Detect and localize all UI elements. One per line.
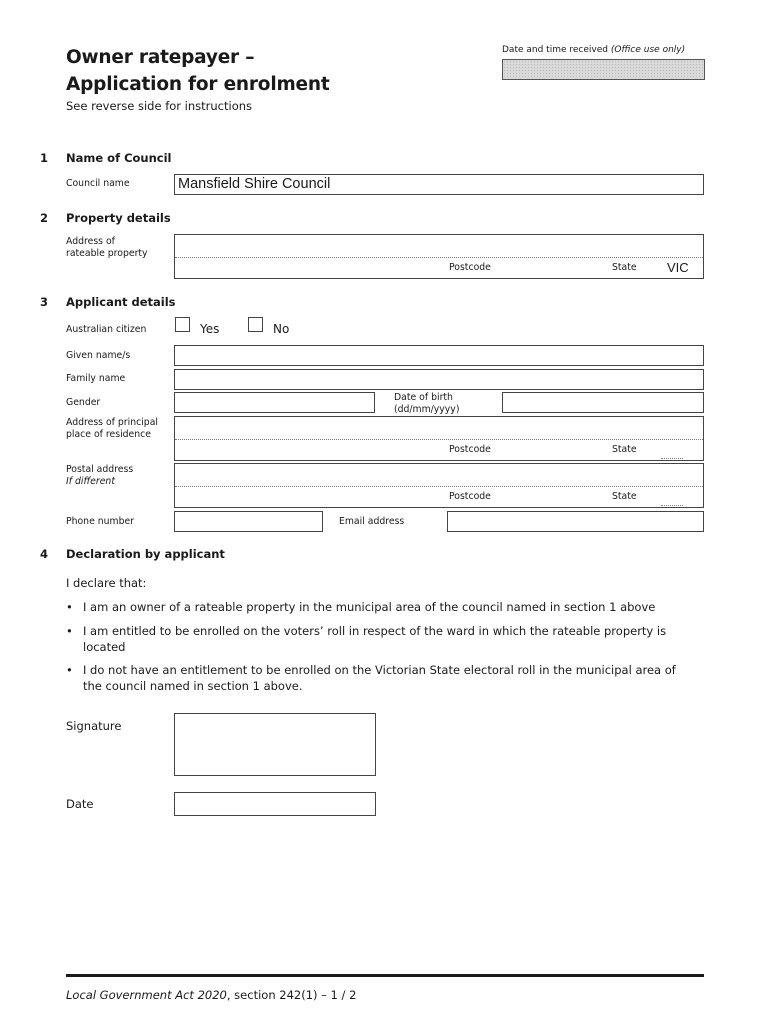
date-label: Date	[66, 797, 94, 811]
council-name-label: Council name	[66, 178, 130, 189]
citizen-yes-label: Yes	[200, 322, 220, 336]
footer-rule	[66, 974, 704, 977]
email-label: Email address	[339, 516, 405, 527]
section-title-council: Name of Council	[66, 151, 172, 165]
dob-label-line1: Date of birth	[394, 392, 453, 403]
residence-postcode-label: Postcode	[449, 444, 491, 455]
postal-state-label: State	[612, 491, 637, 502]
residence-address-label-line2: place of residence	[66, 429, 151, 440]
section-title-declaration: Declaration by applicant	[66, 547, 225, 561]
footer-citation	[66, 988, 356, 1002]
address-line-divider	[175, 257, 703, 258]
office-use-label-italic: (Office use only)	[610, 45, 686, 55]
signature-field[interactable]	[174, 713, 376, 776]
section-title-property: Property details	[66, 211, 171, 225]
postal-address-field[interactable]	[174, 463, 704, 508]
declaration-item: I am an owner of a rateable property in the municipal area of the council named in section 1 above	[83, 600, 656, 614]
section-number-4: 4	[40, 547, 49, 561]
property-state-label: State	[612, 262, 637, 273]
gender-field[interactable]	[174, 392, 375, 413]
postal-address-label-line2	[66, 476, 133, 488]
property-address-label	[66, 236, 148, 260]
date-field[interactable]	[174, 792, 376, 816]
section-number-2: 2	[40, 211, 49, 225]
section-number-1: 1	[40, 151, 49, 165]
residence-address-label	[66, 417, 158, 441]
residence-address-field[interactable]	[174, 416, 704, 461]
declaration-intro: I declare that:	[66, 576, 147, 590]
phone-label: Phone number	[66, 516, 135, 527]
office-use-field	[502, 59, 705, 80]
property-postcode-label: Postcode	[449, 262, 491, 273]
citizen-label: Australian citizen	[66, 324, 147, 335]
family-name-label: Family name	[66, 373, 126, 384]
gender-label: Gender	[66, 397, 101, 408]
office-use-label-text: Date and time received	[502, 45, 608, 55]
property-state-value: VIC	[667, 260, 689, 275]
council-name-field[interactable]	[174, 174, 704, 195]
citizen-no-checkbox[interactable]	[248, 317, 263, 332]
residence-state-mark	[661, 458, 683, 459]
citizen-yes-checkbox[interactable]	[175, 317, 190, 332]
declaration-item: I do not have an entitlement to be enrolled on the Victorian State electoral roll in the municipal area of the council named in section 1 above.	[83, 663, 676, 693]
residence-state-label: State	[612, 444, 637, 455]
bullet-marker: •	[66, 663, 73, 677]
bullet-marker: •	[66, 624, 73, 638]
property-address-label-line1: Address of	[66, 236, 115, 247]
postal-state-mark	[661, 505, 683, 506]
family-name-field[interactable]	[174, 369, 704, 390]
given-name-field[interactable]	[174, 345, 704, 366]
residence-address-label-line1: Address of principal	[66, 417, 158, 428]
footer-section-page: , section 242(1) – 1 / 2	[226, 988, 357, 1002]
address-line-divider	[175, 439, 703, 440]
postal-address-label-line1: Postal address	[66, 464, 134, 475]
title-line-1: Owner ratepayer –	[66, 47, 255, 68]
given-name-label: Given name/s	[66, 350, 131, 361]
title-line-2: Application for enrolment	[66, 74, 330, 95]
dob-label	[394, 392, 459, 416]
postal-address-label-italic: If different	[66, 476, 115, 487]
address-line-divider	[175, 486, 703, 487]
footer-act-name: Local Government Act 2020	[66, 988, 227, 1002]
instructions-note: See reverse side for instructions	[66, 99, 253, 113]
citizen-no-label: No	[273, 322, 290, 336]
signature-label: Signature	[66, 719, 122, 733]
office-use-label	[502, 45, 685, 55]
page-title	[66, 44, 330, 98]
dob-field[interactable]	[502, 392, 704, 413]
section-title-applicant: Applicant details	[66, 295, 176, 309]
section-number-3: 3	[40, 295, 49, 309]
postal-address-label	[66, 464, 133, 488]
declaration-item: I am entitled to be enrolled on the voters’ roll in respect of the ward in which the rateable property is located	[83, 624, 667, 654]
property-address-label-line2: rateable property	[66, 248, 148, 259]
phone-field[interactable]	[174, 511, 323, 532]
email-field[interactable]	[447, 511, 704, 532]
dob-label-line2: (dd/mm/yyyy)	[394, 404, 460, 415]
bullet-marker: •	[66, 600, 73, 614]
postal-postcode-label: Postcode	[449, 491, 491, 502]
property-address-field[interactable]	[174, 234, 704, 279]
council-name-value: Mansfield Shire Council	[178, 176, 331, 192]
